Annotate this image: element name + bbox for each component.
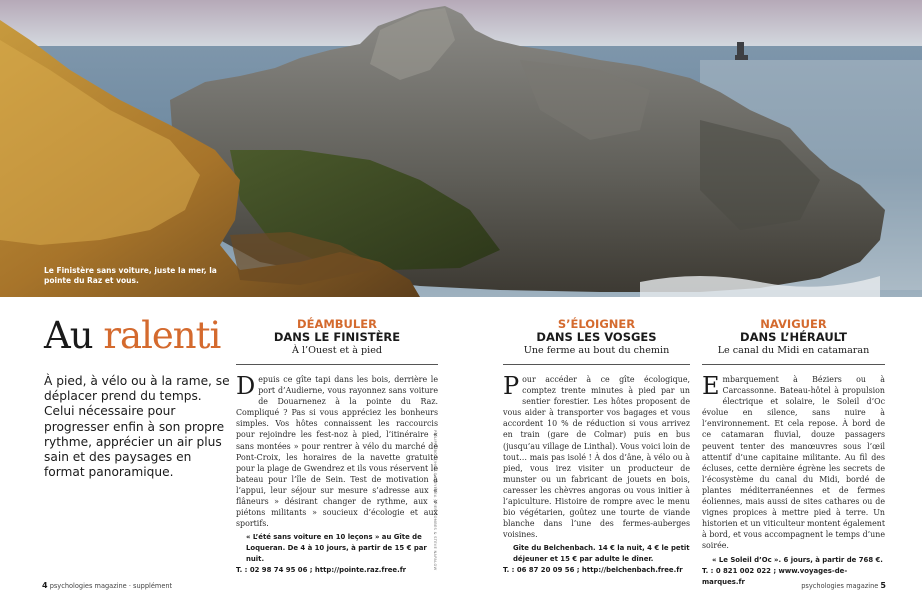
column-body-text: our accéder à ce gîte écologique, comptez trente minutes à pied par un sentier forestier. Les hôtes proposent de vous aider à transporter vos bagages et vous accordent 10 % de réduction si vous arrivez en train (gare de Colmar) puis en bus (jusqu’au village de Linthal). Vous voici loin de tout… mais pas isolé ! À dos d’âne, à vélo ou à pied, vous irez visiter un producteur de munster ou un fabricant de jouets en bois, caresser les chèvres angoras ou vous initier à l’apiculture. Histoire de rompre avec le menu bio végétarien, goûtez une tourte de viande blanche dans l’une des fermes-auberges voisines.	[503, 375, 690, 540]
column-body	[702, 374, 885, 552]
drop-cap: D	[236, 372, 256, 400]
page-number-right: 5	[880, 581, 886, 590]
info-offer: Gîte du Belchenbach. 14 € la nuit, 4 € le petit déjeuner et 15 € par adulte le dîner.	[513, 544, 690, 564]
drop-cap: P	[503, 372, 520, 400]
info-offer: « Le Soleil d’Oc ». 6 jours, à partir de 768 €.	[712, 555, 883, 564]
photo-caption: Le Finistère sans voiture, juste la mer, la pointe du Raz et vous.	[44, 266, 217, 285]
info-contact: T. : 0 821 002 022 ; www.voyages-de-marques.fr	[702, 566, 848, 586]
column-heading: DANS L’HÉRAULT	[740, 330, 847, 344]
info-offer: « L’été sans voiture en 10 leçons » au Gîte de Loqueran. De 4 à 10 jours, à partir de 15 € par nuit.	[246, 533, 427, 564]
title-word: Au	[44, 314, 93, 357]
footer-right	[801, 581, 886, 590]
article-column-vosges	[503, 318, 690, 576]
article-column-finistere	[236, 318, 438, 576]
article-column-herault	[702, 318, 885, 588]
hero-photo	[0, 0, 922, 297]
column-body-text: mbarquement à Béziers ou à Carcassonne. Bateau-hôtel à propulsion électrique et solaire, le Soleil d’Oc évolue en silence, sans nuire à l’environnement. Et cela repose. À bord de ce catamaran fluvial, douze passagers peuvent tenter des manœuvres sous l’œil attentif d’une capitaine militante. Au fil des écluses, cette dernière égrène les secrets de l’écosystème du canal du Midi, bordé de plantes méditerranéennes et de fermes éoliennes, mais aussi de sites cathares ou de vignes propices à mettre pied à terre. Un historien et un viticulteur montent également à bord, et vous accompagnent le temps d’une soirée.	[702, 375, 885, 551]
page-number-left: 4	[42, 581, 48, 590]
column-kicker: S’ÉLOIGNER	[557, 317, 636, 331]
column-kicker: NAVIGUER	[760, 317, 827, 331]
column-subheading: À l’Ouest et à pied	[236, 344, 438, 365]
coast-landscape-image	[0, 0, 922, 297]
column-info	[236, 532, 438, 576]
column-info	[503, 543, 690, 576]
column-kicker: DÉAMBULER	[297, 317, 377, 331]
intro-text: À pied, à vélo ou à la rame, se déplacer prend du temps. Celui nécessaire pour progresser enfin à son propre rythme, apprécier un air plus sain et des paysages en format panoramique.	[44, 374, 230, 480]
column-body-text: epuis ce gîte tapi dans les bois, derrière le port d’Audierne, vous rayonnez sans voiture de Douarnenez à la pointe du Raz. Compliqué ? Pas si vous appréciez les bonheurs simples. Vos hôtes connaissent les raccourcis pour rejoindre les fest-noz à pied, l’itinéraire « sans montées » pour rentrer à vélo du marché de Pont-Croix, les horaires de la navette gratuite pour la plage de Gwendrez et ils vous réservent le bateau pour l’île de Sein. Test de motivation à l’appui, leur séjour sur mesure s’adresse aux « flâneurs » désirant changer de rythme, aux « piétons militants » soucieux d’écologie et aux sportifs.	[236, 375, 438, 529]
column-subheading: Le canal du Midi en catamaran	[702, 344, 885, 365]
info-contact: T. : 06 87 20 09 56 ; http://belchenbach.free.fr	[503, 566, 683, 575]
title-accent-word: ralenti	[103, 314, 221, 357]
info-contact: T. : 02 98 74 95 06 ; http://pointe.raz.free.fr	[236, 566, 407, 575]
column-heading: DANS LES VOSGES	[536, 330, 657, 344]
photo-credit: PHILIPPE BODY/HOA-QUI/EYEDEA ; PIER DOMBES & STEVE NAPALOW	[433, 430, 437, 571]
column-heading: DANS LE FINISTÈRE	[273, 330, 401, 344]
footer-left	[42, 581, 172, 590]
drop-cap: E	[702, 372, 720, 400]
footer-left-text: psychologies magazine · supplément	[49, 582, 173, 590]
column-body	[236, 374, 438, 529]
footer-right-text: psychologies magazine	[801, 582, 879, 590]
column-body	[503, 374, 690, 540]
page-title	[44, 314, 220, 358]
column-subheading: Une ferme au bout du chemin	[503, 344, 690, 365]
